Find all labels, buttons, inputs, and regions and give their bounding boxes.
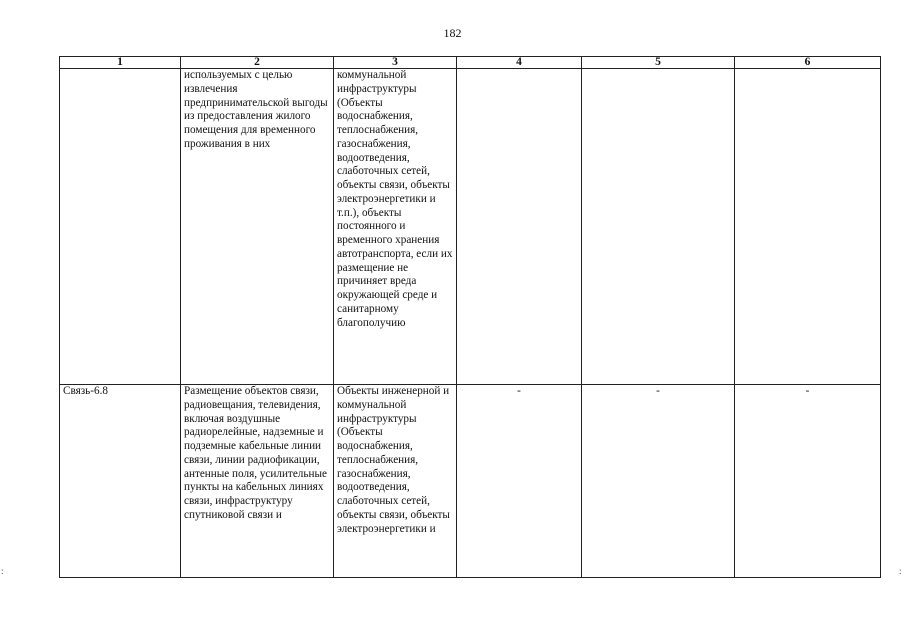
table-header-row bbox=[60, 57, 881, 69]
column-header-6: 6 bbox=[735, 57, 881, 69]
cell-use-type: Связь-6.8 bbox=[60, 385, 181, 578]
cell-use-description: Размещение объектов связи, радиовещания, телевидения, включая воздушные радиорелейные, надземные и подземные кабельные линии связи, линии радиофикации, антенные поля, усилительные пункты на кабельных линиях связи, инфраструктуру спутниковой связи и bbox=[181, 385, 334, 578]
column-header-4: 4 bbox=[457, 57, 582, 69]
cell-col5 bbox=[582, 69, 735, 385]
cell-col6 bbox=[735, 69, 881, 385]
cell-col4: - bbox=[457, 385, 582, 578]
cell-col6: - bbox=[735, 385, 881, 578]
column-header-2: 2 bbox=[181, 57, 334, 69]
table-row bbox=[60, 385, 881, 578]
left-margin-mark: : bbox=[1, 566, 4, 576]
column-header-5: 5 bbox=[582, 57, 735, 69]
page-number: 182 bbox=[443, 26, 462, 40]
cell-col5: - bbox=[582, 385, 735, 578]
cell-use-description: используемых с целью извлечения предпринимательской выгоды из предоставления жилого помещения для временного проживания в них bbox=[181, 69, 334, 385]
cell-auxiliary-uses: Объекты инженерной и коммунальной инфраструктуры (Объекты водоснабжения, теплоснабжения, газоснабжения, водоотведения, слаботочных сетей, объекты связи, объекты электроэнергетики и bbox=[334, 385, 457, 578]
right-margin-mark: : bbox=[899, 566, 902, 576]
land-use-table bbox=[59, 56, 881, 578]
column-header-1: 1 bbox=[60, 57, 181, 69]
cell-use-type bbox=[60, 69, 181, 385]
column-header-3: 3 bbox=[334, 57, 457, 69]
table-row bbox=[60, 69, 881, 385]
cell-col4 bbox=[457, 69, 582, 385]
cell-auxiliary-uses: коммунальной инфраструктуры (Объекты водоснабжения, теплоснабжения, газоснабжения, водоотведения, слаботочных сетей, объекты связи, объекты электроэнергетики и т.п.), объекты постоянного и временного хранения автотранспорта, если их размещение не причиняет вреда окружающей среде и санитарному благополучию bbox=[334, 69, 457, 385]
